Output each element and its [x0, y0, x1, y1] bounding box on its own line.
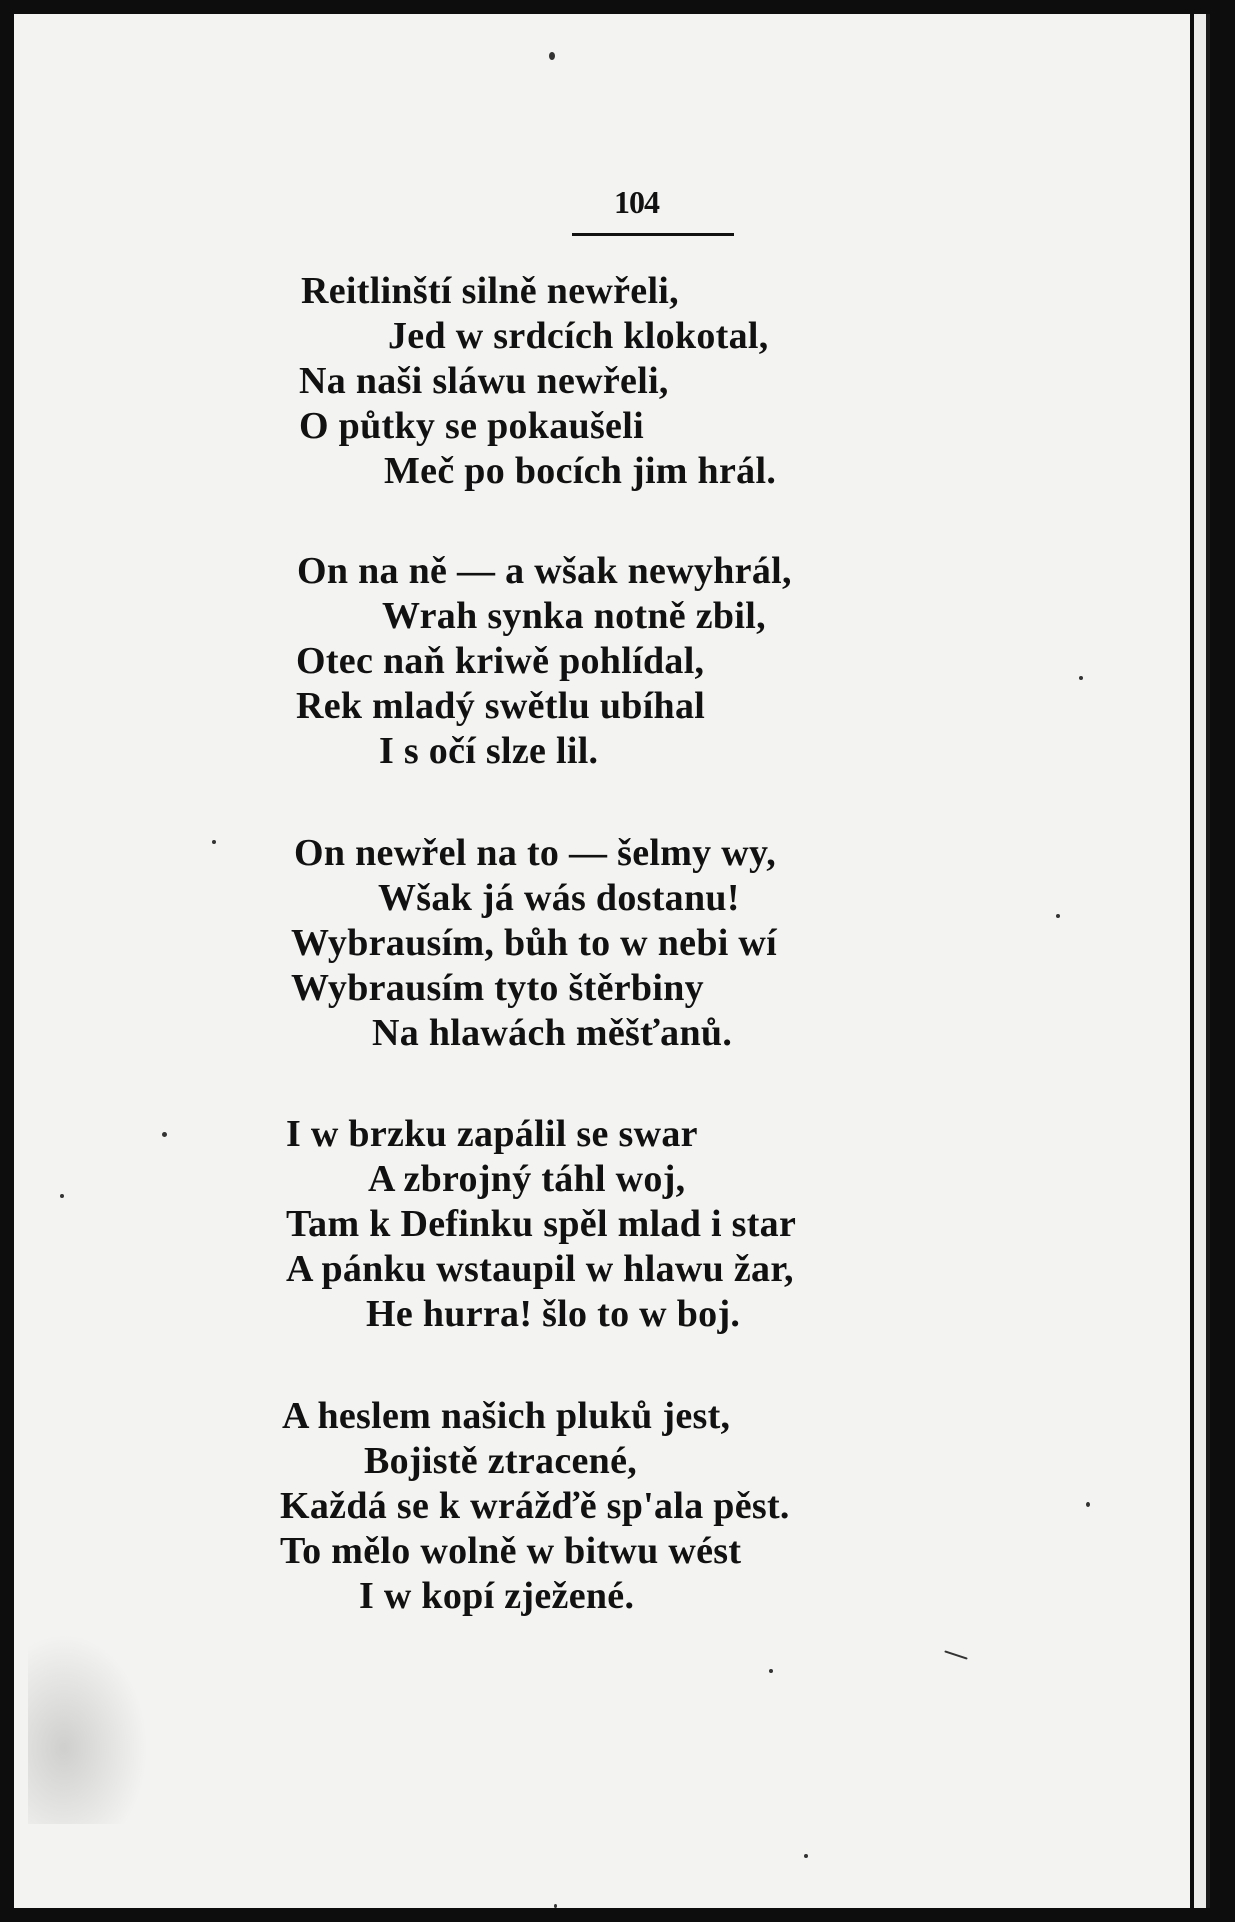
verse-line: Každá se k wrážďě sp'ala pěst.	[280, 1485, 790, 1527]
paper-speck	[60, 1194, 64, 1198]
page-number: 104	[614, 184, 659, 220]
verse-line: I w brzku zapálil se swar	[286, 1113, 698, 1155]
verse-line: Rek mladý swětlu ubíhal	[296, 685, 706, 727]
paper-speck	[1079, 676, 1083, 680]
verse-line: Jed w srdcích klokotal,	[388, 315, 769, 357]
verse-line: I s očí slze lil.	[379, 730, 599, 772]
paper-speck	[1086, 1502, 1090, 1507]
paper-speck	[769, 1669, 773, 1673]
verse-line: A heslem našich pluků jest,	[282, 1395, 731, 1437]
page-gutter-line	[1206, 14, 1210, 1908]
paper-speck	[162, 1132, 167, 1137]
verse-line: Wybrausím, bůh to w nebi wí	[291, 922, 778, 964]
paper-speck	[549, 52, 555, 60]
verse-line: To mělo wolně w bitwu wést	[280, 1530, 742, 1572]
paper-speck	[944, 1650, 967, 1659]
verse-line: Meč po bocích jim hrál.	[384, 450, 777, 492]
verse-line: On na ně — a wšak newyhrál,	[297, 550, 792, 592]
verse-line: Otec naň kriwě pohlídal,	[296, 640, 705, 682]
verse-line: O půtky se pokaušeli	[299, 405, 644, 447]
page-smudge	[28, 1634, 148, 1824]
verse-line: Reitlinští silně newřeli,	[301, 270, 679, 312]
verse-line: Tam k Definku spěl mlad i star	[286, 1203, 797, 1245]
verse-line: He hurra! šlo to w boj.	[366, 1293, 741, 1335]
paper-speck	[212, 840, 216, 844]
page-number-rule	[572, 233, 734, 236]
verse-line: Bojistě ztracené,	[364, 1440, 638, 1482]
verse-line: Na naši sláwu newřeli,	[299, 360, 669, 402]
paper-speck	[804, 1854, 808, 1858]
verse-line: Na hlawách měšťanů.	[372, 1012, 733, 1054]
book-page	[14, 14, 1190, 1908]
verse-line: I w kopí zježené.	[359, 1575, 635, 1617]
verse-line: A pánku wstaupil w hlawu žar,	[286, 1248, 794, 1290]
verse-line: Wšak já wás dostanu!	[378, 877, 740, 919]
verse-line: A zbrojný táhl woj,	[368, 1158, 686, 1200]
verse-line: Wybrausím tyto štěrbiny	[291, 967, 704, 1009]
verse-line: Wrah synka notně zbil,	[382, 595, 766, 637]
paper-speck	[554, 1904, 557, 1908]
verse-line: On newřel na to — šelmy wy,	[294, 832, 777, 874]
paper-speck	[1056, 914, 1060, 918]
